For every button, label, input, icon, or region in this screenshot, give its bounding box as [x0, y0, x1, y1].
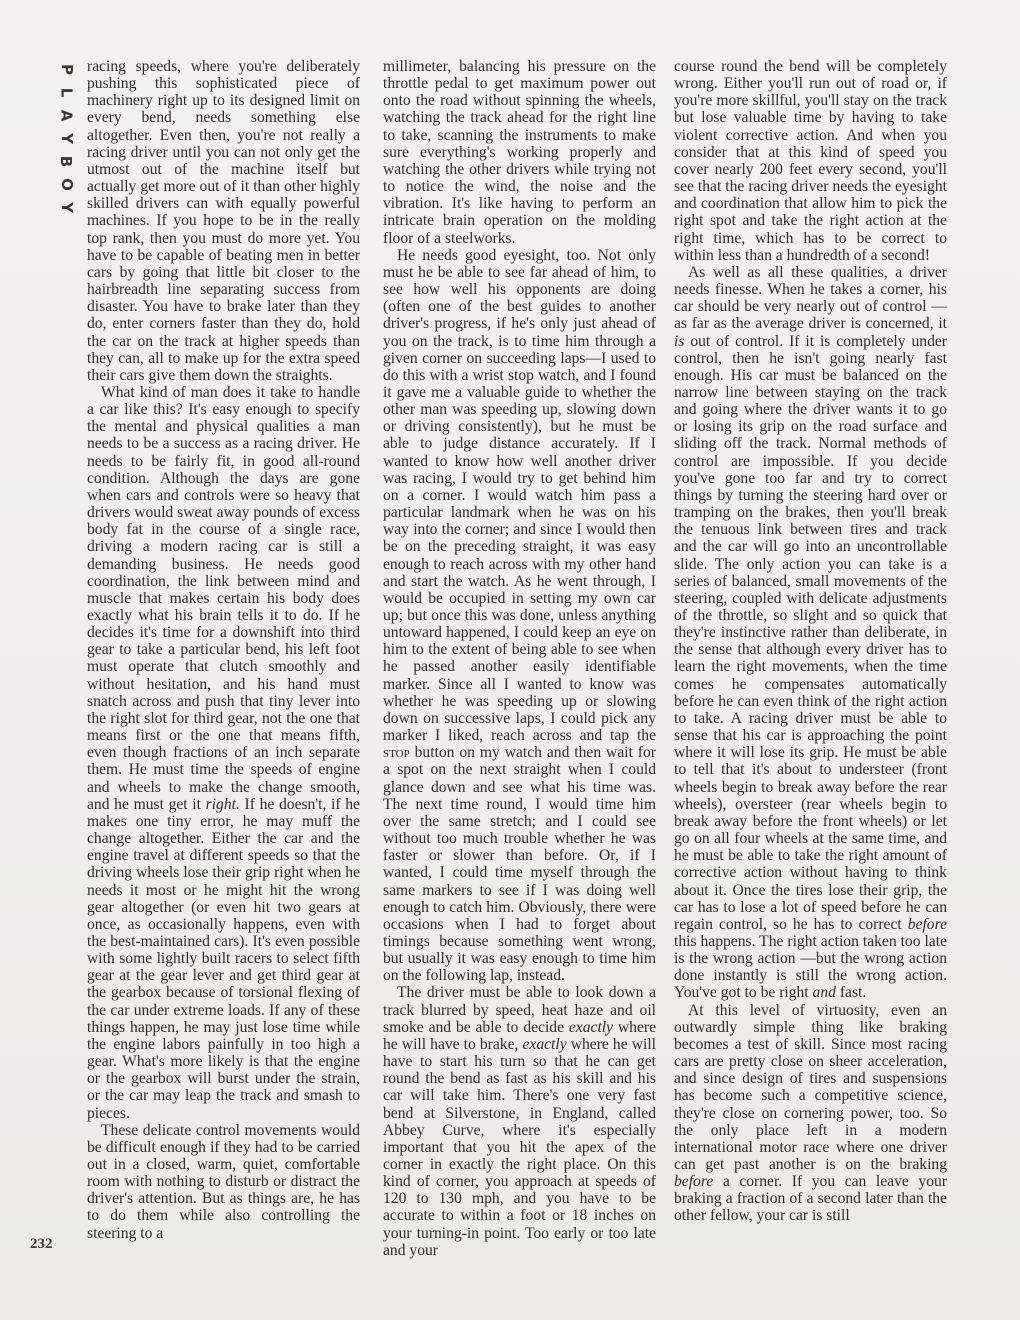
emphasis: exactly	[568, 1018, 614, 1036]
masthead-letter: Y	[57, 202, 76, 213]
masthead-letter: L	[57, 87, 76, 98]
paragraph: These delicate control movements would be difficult enough if they had to be carried out in a closed, warm, quiet, comfortable room with nothing to disturb or distract the driver's attention. But as things are, he has to do them while also controlling the steering to a	[87, 1121, 360, 1242]
emphasis: exactly	[522, 1035, 567, 1053]
paragraph: As well as all these qualities, a driver needs finesse. When he takes a corner, his car should be very nearly out of control —as far as the average driver is concerned, it is out of control. If it is completely under control, then he isn't going nearly fast enough. His car must be balanced on the narrow line between staying on the track and going where the driver wants it to go or losing its grip on the road surface and sliding off the track. Normal methods of control are impossible. If you decide you've gone too far and try to correct things by turning the steering hard over or tramping on the brakes, then you'll break the tenuous link between tires and track and the car will go into an uncontrollable slide. The only action you can take is a series of balanced, small movements of the steering, coupled with delicate adjustments of the throttle, so slight and so quick that they're instinctive rather than deliberate, in the sense that although every driver has to learn the right movements, when the time comes he compensates automatically before he can even think of the right action to take. A racing driver must be able to sense that his car is approaching the point where it will lose its grip. He must be able to tell that it's about to understeer (front wheels begin to break away before the rear wheels), oversteer (rear wheels begin to break away before the front wheels) or let go on all four wheels at the same time, and he must be able to take the right amount of corrective action without having to think about it. Once the tires lose their grip, the car has to lose a lot of speed before he can regain control, so he has to correct before this happens. The right action taken too late is the wrong action —but the wrong action done instantly is still the wrong action. You've got to be right and fast.	[674, 263, 947, 1002]
emphasis: before	[674, 1173, 714, 1191]
emphasis: right.	[205, 795, 240, 813]
paragraph: course round the bend will be completely wrong. Either you'll run out of road or, if you're more skillful, you'll stay on the track but lose valuable time by having to take violent corrective action. And when you consider that at this kind of speed you cover nearly 200 feet every second, you'll see that the racing driver needs the eyesight and coordination that allow him to pick the right spot and take the right action at the right time, which has to be correct to within less than a hundredth of a second!	[674, 58, 947, 264]
paragraph: At this level of virtuosity, even an outwardly simple thing like braking becomes a test of skill. Since most racing cars are pretty close on sheer acceleration, and since design of tires and suspensions has become such a competitive science, they're close on cornering power, too. So the only place left in a modern international motor race where one driver can get past another is on the braking before a corner. If you can leave your braking a fraction of a second later than the other fellow, your car is still	[674, 1001, 947, 1225]
paragraph: The driver must be able to look down a track blurred by speed, heat haze and oil smoke and be able to decide exactly where he will have to brake, exactly where he will have to start his turn so that he can get round the bend as fast as his skill and his car will take him. There's one very fast bend at Silverstone, in England, called Abbey Curve, where it's especially important that you hit the apex of the corner in exactly the right place. On this kind of corner, you approach at speeds of 120 to 130 mph, and you have to be accurate to within a foot or 18 inches on your turning-in point. Too early or too late and your	[383, 984, 656, 1259]
masthead-letter: B	[57, 155, 76, 168]
paragraph: He needs good eyesight, too. Not only must he be able to see far ahead of him, to see how well his opponents are doing (often one of the best guides to another driver's progress, if he's only just ahead of you on the track, is to time him through a given corner on succeeding laps—I used to do this with a wrist stop watch, and I found it gave me a valuable guide to whether the other man was speeding up, slowing down or driving consistently), but he must be able to judge distance accurately. If I wanted to know how well another driver was racing, I would try to get behind him on a corner. I would watch him pass a particular landmark when he was on his way into the corner; and since I would then be on the preceding straight, it was easy enough to reach across with my other hand and start the watch. As he went through, I would be occupied in setting my own car up; but once this was done, unless anything untoward happened, I could keep an eye on him to the extent of being able to see when he passed another easily identifiable marker. Since all I wanted to know was whether he was speeding up or slowing down on successive laps, I could pick any marker I liked, reach across and tap the stop button on my watch and then wait for a spot on the next straight when I could glance down and see what his time was. The next time round, I would time him over the same stretch; and I could see without too much trouble whether he was faster or slower than before. Or, if I wanted, I could time myself through the same markers to see if I was doing well enough to catch him. Obviously, there were occasions when I had to forget about timings because something went wrong, but usually it was easy enough to time him on the following lap, instead.	[383, 246, 656, 985]
paragraph: racing speeds, where you're deliberately pushing this sophisticated piece of machinery right up to its designed limit on every bend, needs something else altogether. Even then, you're not really a racing driver until you can not only get the utmost out of the machine itself but actually get more out of it than other highly skilled drivers can with equally powerful machines. If you hope to be in the really top rank, then you must do more yet. You have to be capable of beating men in better cars by going that little bit closer to the hairbreadth line separating success from disaster. You have to brake later than they do, enter corners faster than they do, hold the car on the track at higher speeds than they can, all to make up for the extra speed their cars give them down the straights.	[87, 58, 360, 384]
masthead-vertical	[55, 58, 77, 219]
masthead-letter: P	[57, 64, 76, 75]
paragraph: millimeter, balancing his pressure on the throttle pedal to get maximum power out onto the road without spinning the wheels, watching the track ahead for the right line to take, scanning the instruments to make sure everything's working properly and watching the other drivers while trying not to notice the wind, the noise and the vibration. It's like having to perform an intricate brain operation on the molding floor of a steelworks.	[383, 58, 656, 247]
emphasis: before	[907, 915, 947, 933]
masthead-letter: O	[57, 178, 76, 191]
paragraph: What kind of man does it take to handle a car like this? It's easy enough to specify the mental and physical qualities a man needs to be a success as a racing driver. He needs to be fairly fit, in good all-round condition. Although the days are gone when cars and controls were so heavy that drivers would sweat away pounds of excess body fat in the course of a single race, driving a modern racing car is still a demanding business. He needs good coordination, the link between mind and muscle that makes certain his body does exactly what his brain tells it to do. If he decides it's time for a downshift into third gear to take a particular bend, his left foot must operate that clutch smoothly and without hesitation, and his hand must snatch across and push that tiny lever into the right slot for third gear, not the one that means first or the one that means fifth, even though fractions of an inch separate them. He must time the speeds of engine and wheels to make the change smooth, and he must get it right. If he doesn't, if he makes one tiny error, he may muff the change altogether. Either the car and the engine travel at different speeds so that the driving wheels lose their grip right when he needs it most or he might hit the wrong gear altogether (or even hit two gears at once, as occasionally happens, even with the best-maintained cars). It's even possible with some lightly built racers to select fifth gear at the gear lever and get third gear at the gearbox because of torsional flexing of the car under extreme loads. If any of these things happen, he may just lose time while the engine labors painfully in too high a gear. What's more likely is that the engine or the gearbox will burst under the strain, or the car may leap the track and smash to pieces.	[87, 383, 360, 1122]
text-column-3	[674, 58, 947, 1258]
masthead-letter: Y	[57, 133, 76, 144]
text-column-2	[383, 58, 656, 1258]
emphasis: and	[812, 984, 836, 1002]
text-column-1	[87, 58, 360, 1258]
small-caps-word: stop	[383, 744, 410, 762]
emphasis: is	[674, 332, 685, 350]
masthead-letter: A	[57, 109, 76, 122]
page-number: 232	[30, 1236, 53, 1252]
